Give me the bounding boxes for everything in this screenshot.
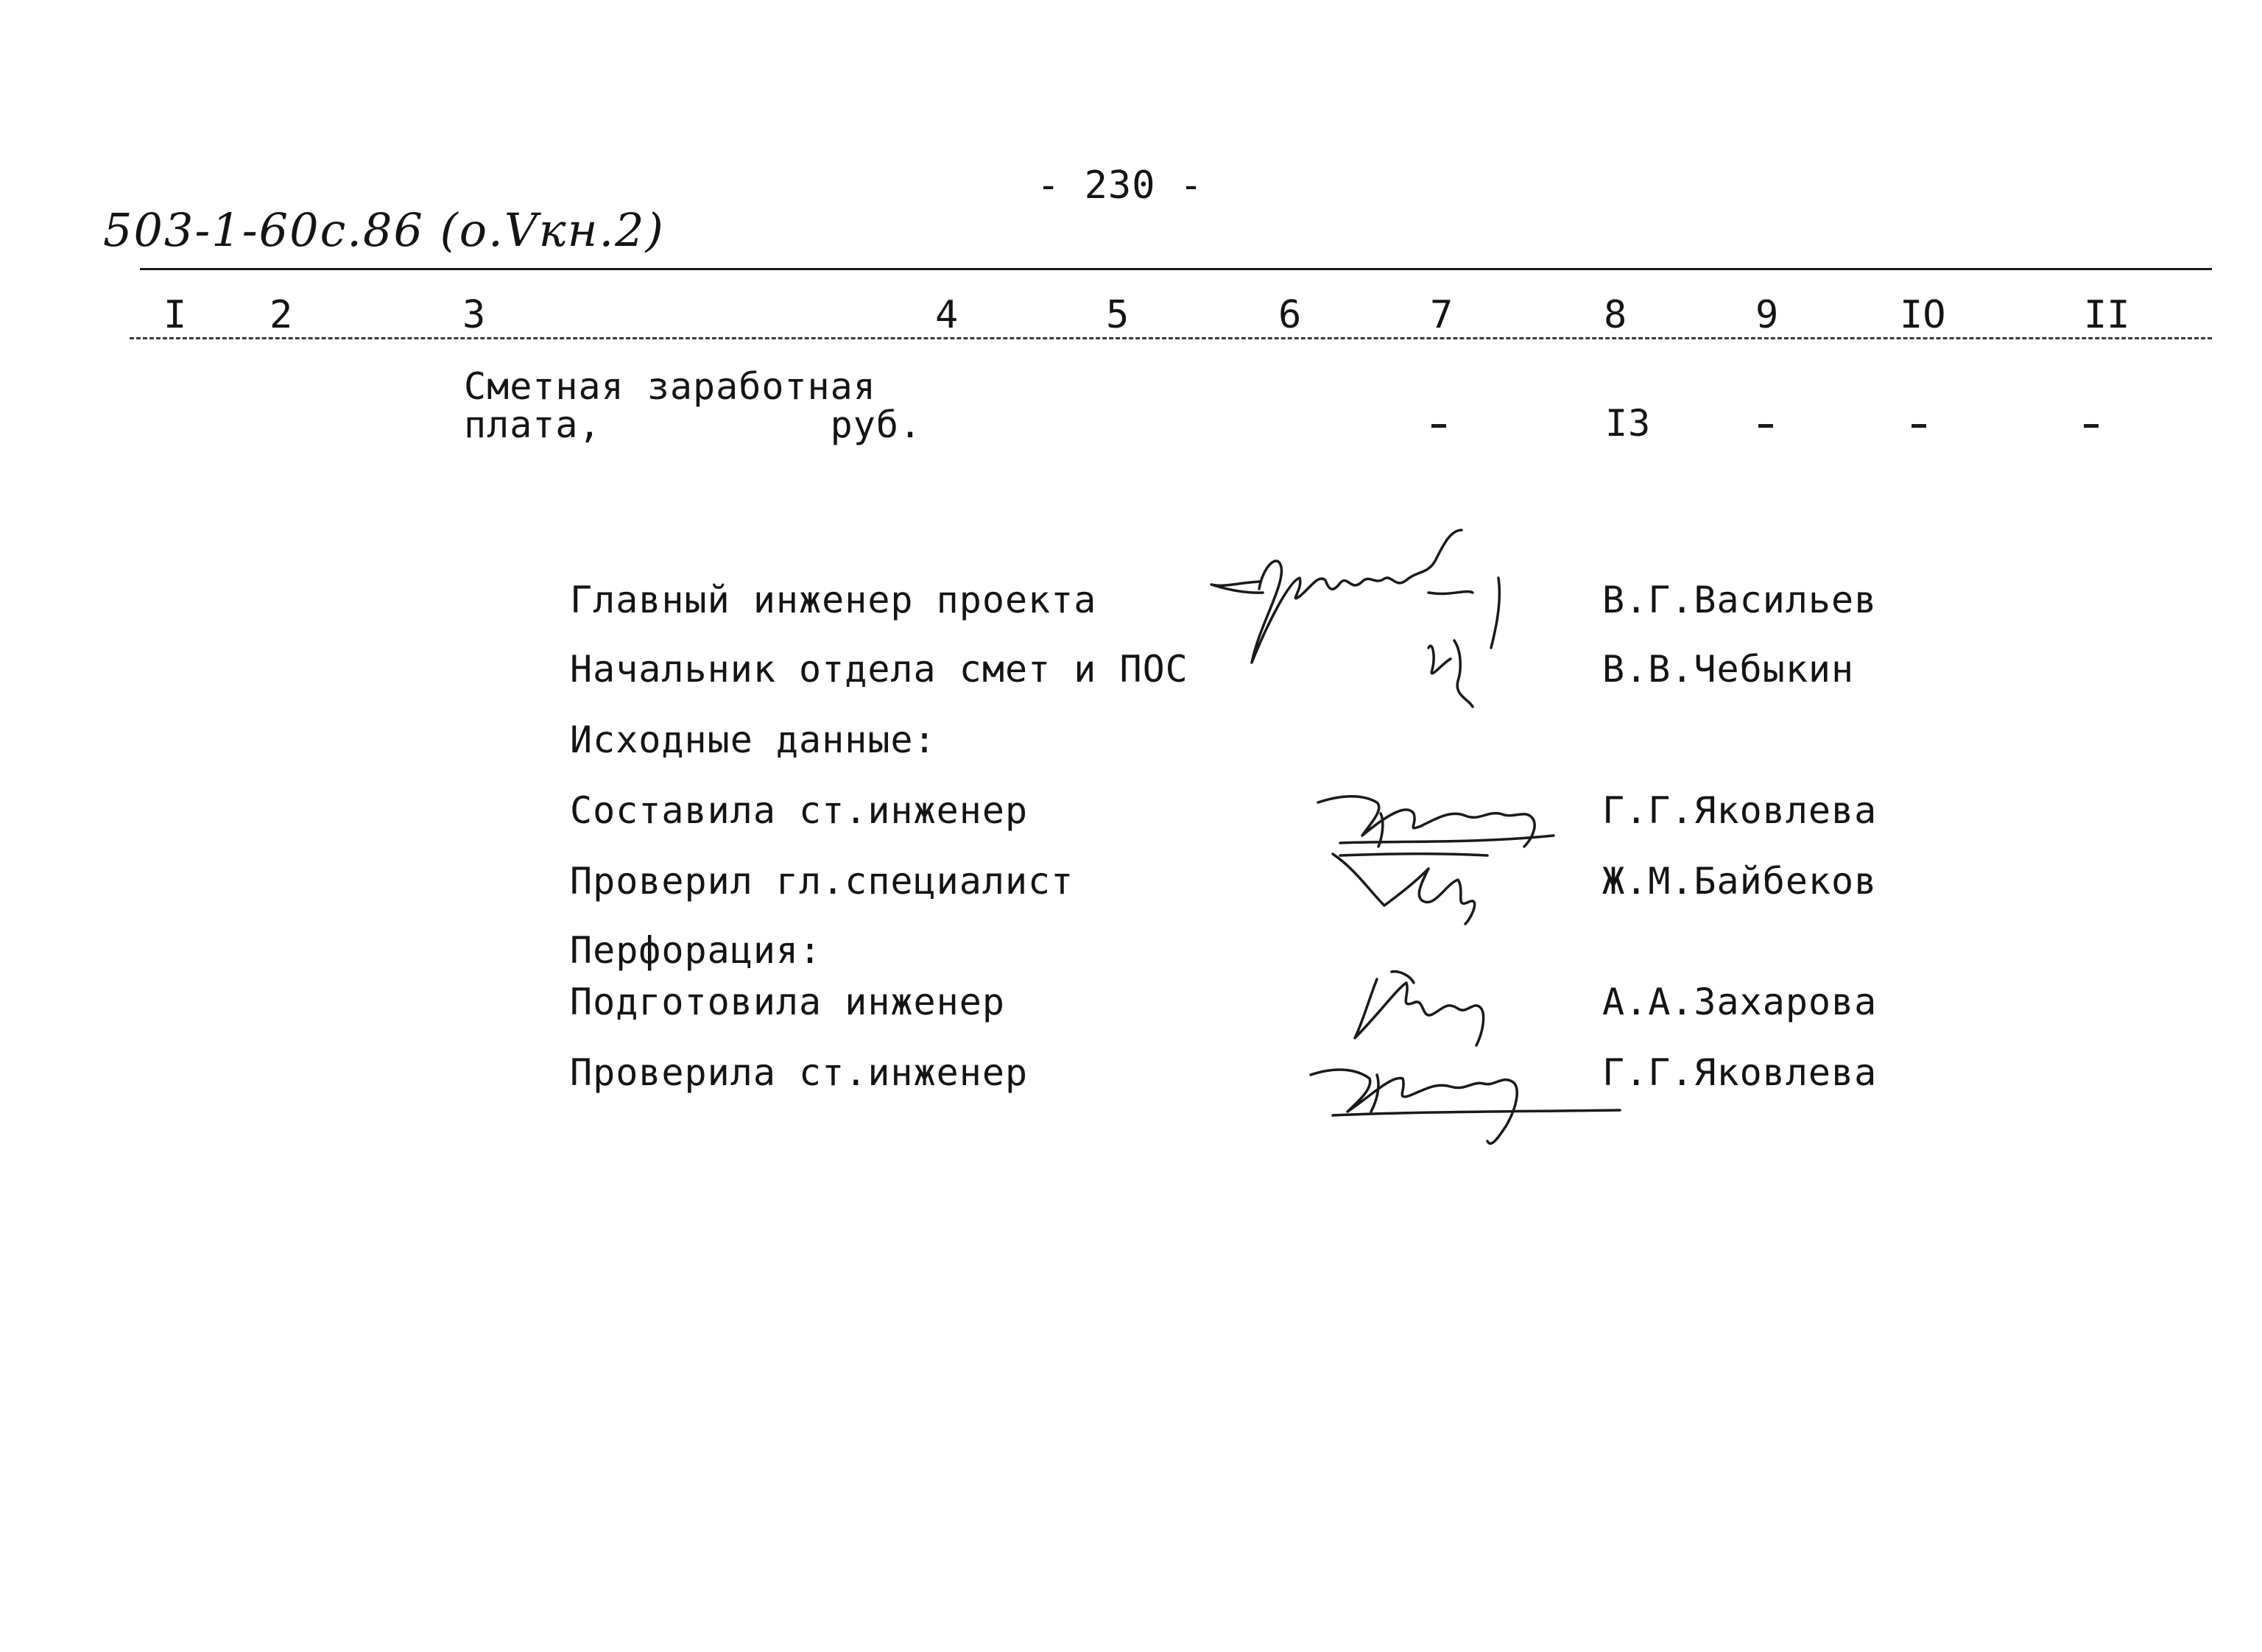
- name-prepared-by: А.А.Захарова: [1602, 981, 1878, 1023]
- column-number-4: 4: [935, 293, 959, 337]
- header-top-rule: [140, 268, 2212, 270]
- row-value-col9: [1758, 424, 1773, 428]
- role-checked-by: Проверил гл.специалист: [570, 860, 1074, 903]
- role-chief-engineer: Главный инженер проекта: [570, 579, 1097, 621]
- column-number-2: 2: [269, 293, 293, 337]
- column-number-5: 5: [1106, 293, 1130, 337]
- section-perforation: Перфорация:: [570, 929, 822, 972]
- row-value-col8: I3: [1605, 402, 1652, 445]
- signature-checked-by: [1325, 839, 1546, 928]
- name-chief-engineer: В.Г.Васильев: [1602, 579, 1878, 621]
- column-number-10: IO: [1900, 293, 1946, 337]
- header-bottom-rule: [130, 337, 2212, 339]
- name-checked-by: Ж.М.Байбеков: [1602, 860, 1878, 903]
- row-value-col10: [1912, 424, 1926, 428]
- column-number-7: 7: [1430, 293, 1454, 337]
- name-head-estimates: В.В.Чебыкин: [1602, 648, 1855, 691]
- column-number-11: II: [2084, 293, 2130, 337]
- role-head-estimates: Начальник отдела смет и ПОС: [570, 648, 1188, 691]
- row-label-line2: плата, руб.: [464, 403, 923, 446]
- name-compiled-by: Г.Г.Яковлева: [1602, 789, 1878, 832]
- page-number: - 230 -: [1037, 163, 1204, 208]
- column-number-8: 8: [1604, 293, 1627, 337]
- column-number-3: 3: [462, 293, 486, 337]
- row-value-col11: [2084, 424, 2099, 428]
- column-number-9: 9: [1755, 293, 1779, 337]
- document-code: 503-1-60с.86 (о.Vкн.2): [103, 203, 665, 257]
- section-source-data: Исходные данные:: [570, 719, 937, 761]
- column-number-1: I: [163, 293, 187, 337]
- name-verified-by: Г.Г.Яковлева: [1602, 1051, 1878, 1094]
- role-prepared-by: Подготовила инженер: [570, 981, 1005, 1023]
- role-verified-by: Проверила ст.инженер: [570, 1051, 1029, 1094]
- row-label-line1: Сметная заработная: [464, 365, 876, 408]
- signature-verified-by: [1303, 1038, 1627, 1148]
- signature-chief-engineer: [1208, 523, 1532, 714]
- row-value-col7: [1431, 424, 1446, 428]
- role-compiled-by: Составила ст.инженер: [570, 789, 1029, 832]
- column-number-6: 6: [1278, 293, 1302, 337]
